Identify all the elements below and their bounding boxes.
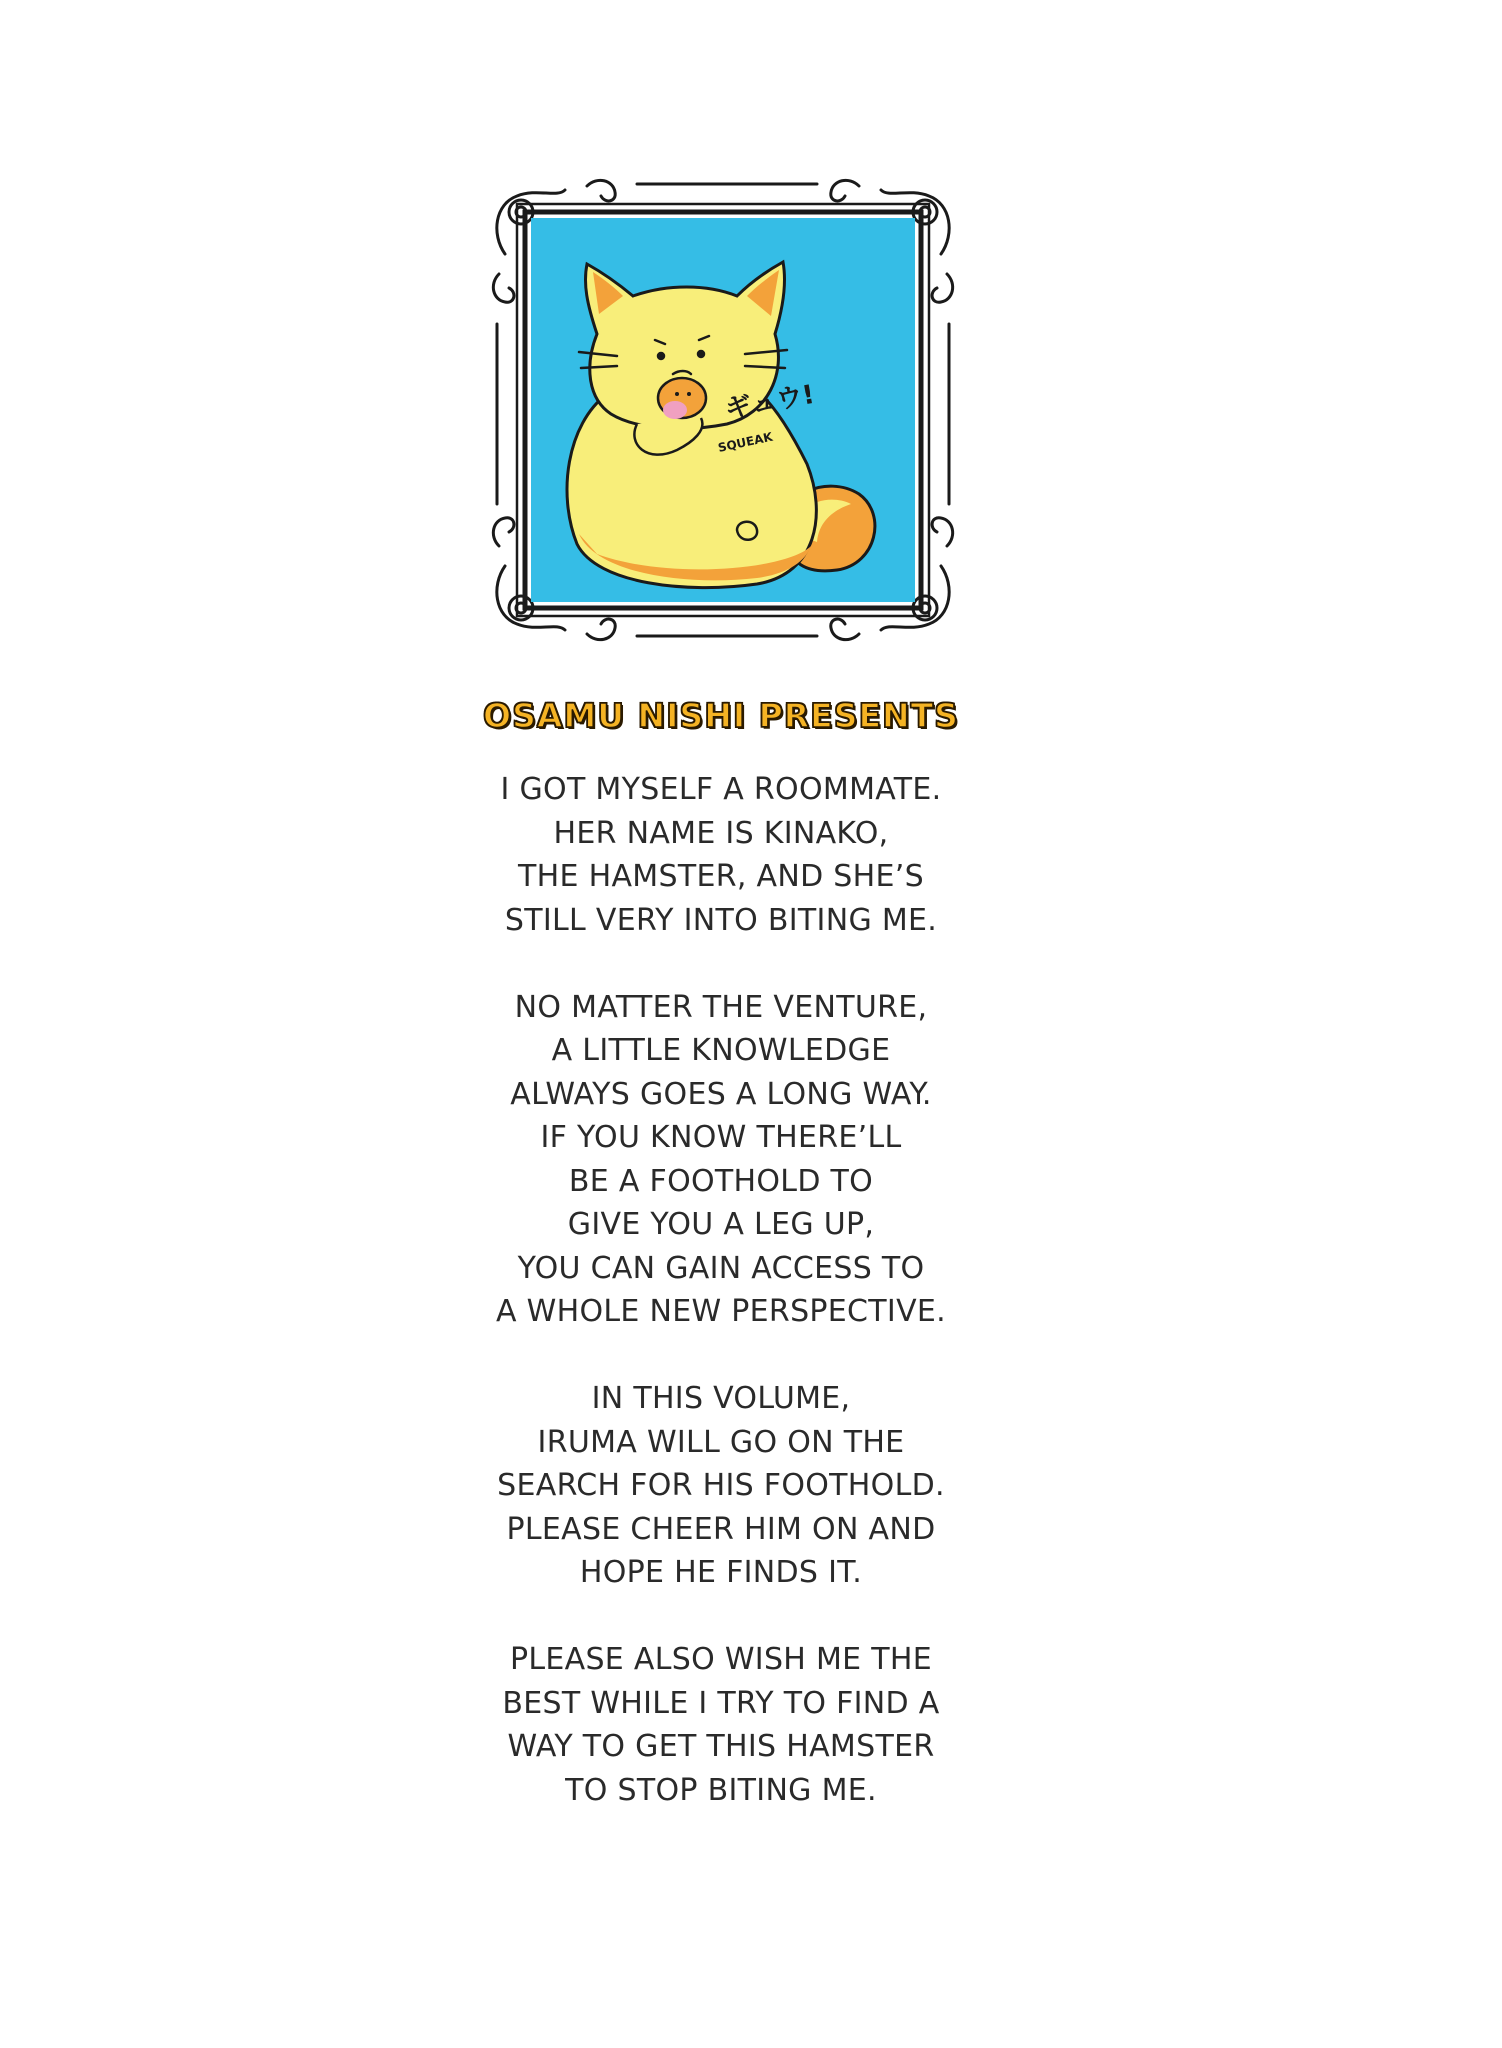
text-line: TO STOP BITING ME. (565, 1772, 877, 1808)
text-line: A WHOLE NEW PERSPECTIVE. (495, 1294, 946, 1329)
sfx-english: SQUEAK (716, 429, 774, 455)
text-line: BE A FOOTHOLD TO (568, 1163, 874, 1199)
text-line: ALWAYS GOES A LONG WAY. (510, 1076, 932, 1112)
sfx-japanese: ギュウ! (723, 379, 817, 425)
author-note (401, 768, 1041, 1812)
text-line: IN THIS VOLUME, (591, 1381, 851, 1416)
text-line: HOPE HE FINDS IT. (579, 1555, 863, 1590)
stanza (401, 768, 1041, 942)
cat-holding-hamster-icon (487, 174, 959, 646)
text-line: NO MATTER THE VENTURE, (514, 989, 928, 1025)
text-line: PLEASE CHEER HIM ON AND (506, 1511, 936, 1547)
text-line: GIVE YOU A LEG UP, (567, 1207, 875, 1242)
text-line: WAY TO GET THIS HAMSTER (507, 1729, 935, 1764)
text-line: HER NAME IS KINAKO, (553, 815, 889, 851)
text-line: IF YOU KNOW THERE’LL (540, 1120, 902, 1155)
stanza (401, 986, 1041, 1334)
text-line: BEST WHILE I TRY TO FIND A (502, 1685, 940, 1721)
text-line: A LITTLE KNOWLEDGE (551, 1033, 891, 1068)
text-line: THE HAMSTER, AND SHE’S (518, 859, 924, 894)
text-line: PLEASE ALSO WISH ME THE (509, 1642, 932, 1677)
stanza (401, 1377, 1041, 1595)
text-line: IRUMA WILL GO ON THE (537, 1424, 905, 1460)
stanza (401, 1638, 1041, 1812)
text-line: I GOT MYSELF A ROOMMATE. (500, 772, 942, 807)
author-illustration-frame (487, 174, 959, 646)
text-line: SEARCH FOR HIS FOOTHOLD. (497, 1468, 945, 1503)
text-line: STILL VERY INTO BITING ME. (504, 902, 938, 938)
text-line: YOU CAN GAIN ACCESS TO (517, 1250, 925, 1286)
presents-heading: OSAMU NISHI PRESENTS (483, 696, 959, 735)
